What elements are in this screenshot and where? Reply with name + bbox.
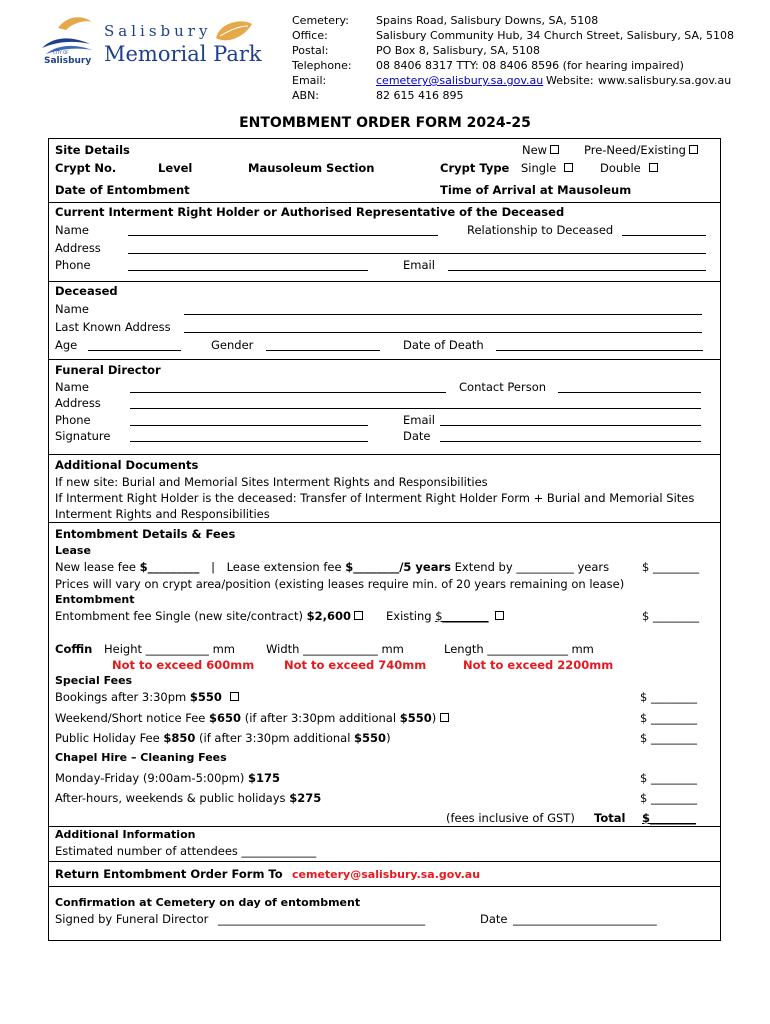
last-known-address-label: Last Known Address [55, 320, 171, 334]
telephone-label: Telephone: [292, 59, 352, 72]
docs-line2: If Interment Right Holder is the deceased: Transfer of Interment Right Holder Form + Burial and Memorial Sites [55, 491, 695, 505]
lease-heading: Lease [55, 544, 91, 557]
bookings-checkbox[interactable] [230, 692, 239, 701]
contact-person-input[interactable] [558, 392, 701, 393]
prices-note: Prices will vary on crypt area/position (existing leases require min. of 20 years remaining on lease) [55, 577, 625, 591]
monfri-amount: $175 [248, 771, 281, 785]
gender-input[interactable] [266, 350, 380, 351]
form-title: ENTOMBMENT ORDER FORM 2024-25 [239, 115, 531, 131]
deceased-name-input[interactable] [184, 314, 702, 315]
total-label: Total [594, 811, 626, 825]
fd-signature-label: Signature [55, 429, 111, 443]
afterhours-row [55, 791, 321, 805]
return-email[interactable]: cemetery@salisbury.sa.gov.au [292, 868, 481, 881]
contact-person-label: Contact Person [459, 380, 547, 394]
extend-by-input[interactable]: Extend by __________ years [454, 560, 610, 574]
mausoleum-section-label: Mausoleum Section [248, 161, 375, 175]
divider [48, 522, 721, 523]
divider [48, 359, 721, 360]
new-lease-fee-label: New lease fee [55, 560, 136, 574]
postal-label: Postal: [292, 44, 329, 57]
crypt-type-label: Crypt Type [440, 161, 510, 175]
existing-row [386, 609, 504, 623]
entombment-amount: $2,600 [306, 609, 352, 623]
cemetery-label: Cemetery: [292, 14, 349, 27]
ph-extra-amount: $550 [354, 731, 387, 745]
holder-address-label: Address [55, 241, 101, 255]
public-holiday-row [55, 731, 391, 745]
docs-line3: Interment Rights and Responsibilities [55, 507, 270, 521]
weekend-extra-amount: $550 [399, 711, 432, 725]
entombment-fee-label: Entombment fee Single (new site/contract) [55, 609, 304, 623]
signed-by-input[interactable]: ____________________________________ [218, 912, 425, 926]
logo-line2: Memorial Park [104, 42, 262, 66]
deceased-name-label: Name [55, 302, 89, 316]
holder-name-label: Name [55, 223, 89, 237]
weekend-row [55, 711, 449, 725]
monfri-label: Monday-Friday (9:00am-5:00pm) [55, 771, 245, 785]
divider [48, 861, 721, 862]
cemetery-value: Spains Road, Salisbury Downs, SA, 5108 [376, 14, 599, 27]
height-limit: Not to exceed 600mm [112, 658, 255, 672]
divider [48, 281, 721, 282]
existing-checkbox[interactable] [495, 611, 504, 620]
fd-email-input[interactable] [440, 425, 701, 426]
return-label: Return Entombment Order Form To [55, 867, 283, 881]
logo [36, 14, 266, 84]
public-holiday-total-input[interactable]: $ ________ [640, 731, 697, 745]
double-option[interactable] [600, 161, 658, 175]
afterhours-amount: $275 [289, 791, 322, 805]
fd-address-label: Address [55, 396, 101, 410]
bookings-amount: $550 [189, 690, 222, 704]
new-checkbox[interactable] [550, 145, 559, 154]
double-checkbox[interactable] [649, 163, 658, 172]
postal-value: PO Box 8, Salisbury, SA, 5108 [376, 44, 540, 57]
preneed-checkbox[interactable] [689, 145, 698, 154]
funeral-director-heading: Funeral Director [55, 363, 161, 377]
telephone-value: 08 8406 8317 TTY: 08 8406 8596 (for hearing impaired) [376, 59, 684, 72]
width-limit: Not to exceed 740mm [284, 658, 427, 672]
fd-date-input[interactable] [440, 441, 701, 442]
divider [48, 826, 721, 827]
logo-line1: Salisbury [104, 22, 212, 40]
ph-extra-label: (if after 3:30pm additional [199, 731, 351, 745]
weekend-checkbox[interactable] [440, 713, 449, 722]
holder-address-input[interactable] [128, 253, 706, 254]
fd-name-label: Name [55, 380, 89, 394]
weekend-total-input[interactable]: $ ________ [640, 711, 697, 725]
fd-phone-label: Phone [55, 413, 91, 427]
gst-note: (fees inclusive of GST) [446, 811, 575, 825]
lease-extension-input[interactable]: $________/5 years [345, 560, 451, 574]
age-label: Age [55, 338, 78, 352]
date-of-entombment-label: Date of Entombment [55, 183, 190, 197]
relationship-input[interactable] [622, 235, 706, 236]
date-of-death-label: Date of Death [403, 338, 484, 352]
afterhours-label: After-hours, weekends & public holidays [55, 791, 286, 805]
city-of-label: CITY OF [53, 50, 69, 55]
abn-label: ABN: [292, 89, 320, 102]
site-details-heading: Site Details [55, 143, 130, 157]
gender-label: Gender [211, 338, 254, 352]
public-holiday-amount: $850 [163, 731, 196, 745]
weekend-extra-label: (if after 3:30pm additional [244, 711, 397, 725]
deceased-heading: Deceased [55, 284, 118, 298]
entombment-fee-row [55, 609, 363, 623]
divider [48, 886, 721, 887]
website-label: Website: [546, 74, 594, 87]
special-fees-heading: Special Fees [55, 674, 133, 687]
coffin-height-input[interactable]: Height ___________ mm [104, 642, 235, 656]
coffin-length-input[interactable]: Length ______________ mm [444, 642, 594, 656]
confirmation-heading: Confirmation at Cemetery on day of entombment [55, 896, 361, 909]
new-label: New [522, 143, 548, 157]
fd-email-label: Email [403, 413, 435, 427]
fd-phone-input[interactable] [130, 425, 368, 426]
signed-by-label: Signed by Funeral Director [55, 912, 209, 926]
single-checkbox[interactable] [564, 163, 573, 172]
divider [48, 454, 721, 455]
bookings-row [55, 690, 239, 704]
public-holiday-label: Public Holiday Fee [55, 731, 160, 745]
additional-documents-heading: Additional Documents [55, 458, 199, 472]
monfri-row [55, 771, 280, 785]
date-of-death-input[interactable] [496, 350, 703, 351]
city-name: Salisbury [44, 56, 92, 66]
length-limit: Not to exceed 2200mm [463, 658, 614, 672]
lease-total-input[interactable]: $ ________ [642, 560, 699, 574]
double-label: Double [600, 161, 641, 175]
weekend-extra-close: ) [431, 711, 437, 725]
entombment-heading: Entombment [55, 593, 135, 606]
existing-label: Existing [386, 609, 432, 623]
single-option[interactable] [521, 161, 573, 175]
monfri-total-input[interactable]: $ ________ [640, 771, 697, 785]
fd-name-input[interactable] [130, 392, 446, 393]
abn-value: 82 615 416 895 [376, 89, 464, 102]
holder-email-input[interactable] [448, 270, 706, 271]
attendees-input[interactable]: Estimated number of attendees _____________ [55, 844, 317, 858]
crypt-no-label: Crypt No. [55, 161, 117, 175]
entombment-single-checkbox[interactable] [354, 611, 363, 620]
confirm-date-label: Date [480, 912, 508, 926]
website-value: www.salisbury.sa.gov.au [598, 74, 732, 87]
fd-date-label: Date [403, 429, 431, 443]
holder-heading: Current Interment Right Holder or Authorised Representative of the Deceased [55, 205, 565, 219]
bookings-label: Bookings after 3:30pm [55, 690, 187, 704]
preneed-option[interactable] [584, 143, 698, 157]
email-label: Email: [292, 74, 327, 87]
existing-input[interactable]: $________ [435, 609, 489, 623]
fees-heading: Entombment Details & Fees [55, 527, 236, 541]
bookings-total-input[interactable]: $ ________ [640, 690, 697, 704]
holder-phone-label: Phone [55, 258, 91, 272]
docs-line1: If new site: Burial and Memorial Sites Interment Rights and Responsibilities [55, 475, 488, 489]
office-label: Office: [292, 29, 328, 42]
age-input[interactable] [88, 350, 181, 351]
preneed-label: Pre-Need/Existing [584, 143, 686, 157]
coffin-width-input[interactable]: Width _____________ mm [266, 642, 404, 656]
holder-name-input[interactable] [128, 235, 438, 236]
chapel-heading: Chapel Hire – Cleaning Fees [55, 751, 227, 764]
office-value: Salisbury Community Hub, 34 Church Street, Salisbury, SA, 5108 [376, 29, 735, 42]
additional-info-heading: Additional Information [55, 828, 196, 841]
lease-extension-label: Lease extension fee [226, 560, 342, 574]
holder-email-label: Email [403, 258, 435, 272]
new-lease-fee-row [55, 560, 609, 574]
email-link[interactable]: cemetery@salisbury.sa.gov.au [376, 74, 544, 87]
new-option[interactable] [522, 143, 559, 157]
holder-phone-input[interactable] [128, 270, 368, 271]
afterhours-total-input[interactable]: $ ________ [640, 791, 697, 805]
new-lease-fee-input[interactable]: $_________ [139, 560, 200, 574]
time-of-arrival-label: Time of Arrival at Mausoleum [440, 183, 632, 197]
confirm-date-input[interactable]: _________________________ [513, 912, 657, 926]
divider [48, 202, 721, 203]
single-label: Single [521, 161, 557, 175]
weekend-label: Weekend/Short notice Fee [55, 711, 206, 725]
relationship-label: Relationship to Deceased [467, 223, 614, 237]
last-known-address-input[interactable] [184, 332, 702, 333]
weekend-amount: $650 [209, 711, 242, 725]
entombment-total-input[interactable]: $ ________ [642, 609, 699, 623]
separator: | [211, 560, 215, 574]
fd-address-input[interactable] [130, 408, 701, 409]
coffin-label: Coffin [55, 642, 93, 656]
ph-extra-close: ) [386, 731, 391, 745]
level-label: Level [158, 161, 193, 175]
fd-signature-input[interactable] [130, 441, 368, 442]
total-input[interactable]: $________ [642, 811, 697, 825]
